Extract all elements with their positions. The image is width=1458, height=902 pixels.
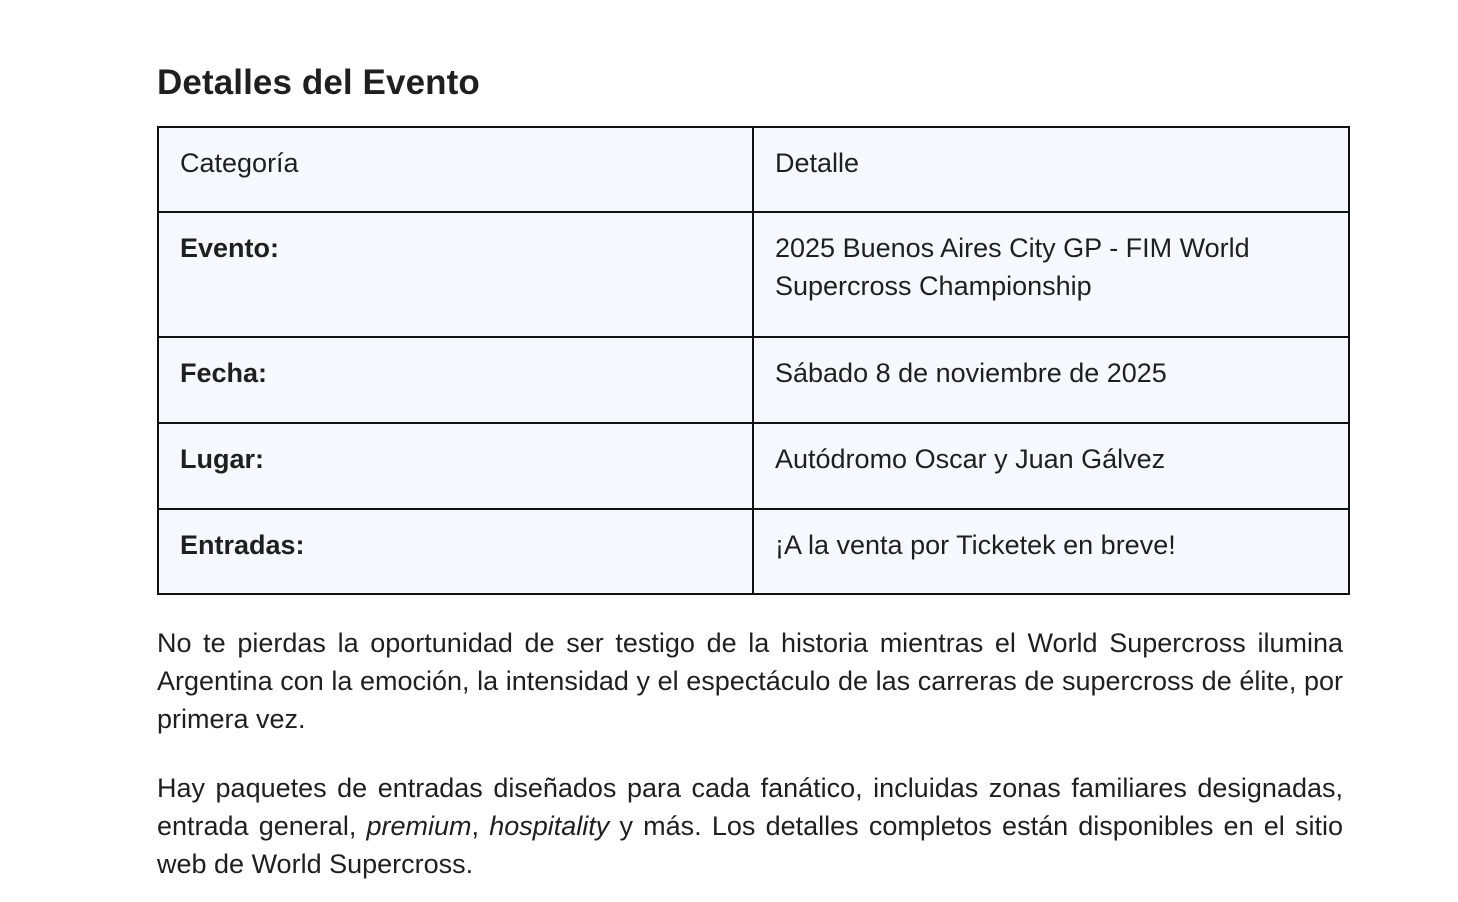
- row-value-fecha: Sábado 8 de noviembre de 2025: [753, 337, 1349, 423]
- hospitality-term: hospitality: [489, 811, 610, 841]
- table-row: [158, 337, 1349, 423]
- tickets-paragraph: [157, 769, 1343, 883]
- row-value-lugar: Autódromo Oscar y Juan Gálvez: [753, 423, 1349, 509]
- term-separator: ,: [471, 811, 490, 841]
- premium-term: premium: [366, 811, 472, 841]
- tickets-text-end: y más. Los detalles completos están disponibles en el sitio web de World Supercross.: [157, 811, 1343, 879]
- row-label-fecha: Fecha:: [158, 337, 753, 423]
- table-row: [158, 509, 1349, 594]
- event-details-table: [157, 126, 1350, 595]
- intro-paragraph: No te pierdas la oportunidad de ser testigo de la historia mientras el World Supercross ilumina Argentina con la emoción, la intensidad y el espectáculo de las carreras de supercross de élite, por primera vez.: [157, 628, 1343, 734]
- row-value-entradas: ¡A la venta por Ticketek en breve!: [753, 509, 1349, 594]
- row-value-evento: 2025 Buenos Aires City GP - FIM World Supercross Championship: [753, 212, 1349, 337]
- row-label-entradas: Entradas:: [158, 509, 753, 594]
- header-category: Categoría: [158, 127, 753, 212]
- tickets-text-start: Hay paquetes de entradas diseñados para cada fanático, incluidas zonas familiares designadas, entrada general,: [157, 773, 1343, 841]
- table-row: [158, 423, 1349, 509]
- header-detail: Detalle: [753, 127, 1349, 212]
- table-row: [158, 212, 1349, 337]
- table-header-row: [158, 127, 1349, 212]
- page-title: Detalles del Evento: [157, 63, 480, 102]
- row-label-evento: Evento:: [158, 212, 753, 337]
- row-label-lugar: Lugar:: [158, 423, 753, 509]
